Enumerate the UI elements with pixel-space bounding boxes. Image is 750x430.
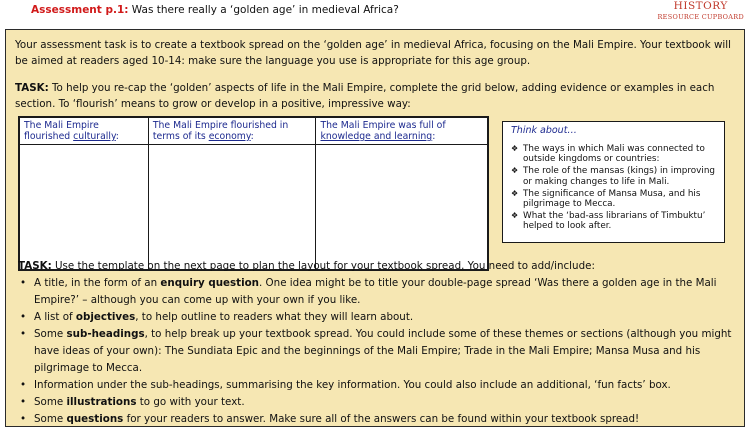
task-1-paragraph: [15, 80, 733, 112]
page-title: [31, 4, 399, 16]
bullet-icon: •: [20, 396, 27, 408]
task-2-list: [18, 275, 738, 428]
task-1-label: TASK:: [15, 82, 49, 94]
list-item: • A list of objectives, to help outline to readers what they will learn about.: [18, 309, 738, 326]
grid-cell-economy[interactable]: [148, 145, 316, 270]
intro-paragraph: Your assessment task is to create a textbook spread on the ‘golden age’ in medieval Africa, focusing on the Mali Empire. Your textbook will be aimed at readers aged 10-14: make sure the language you use is appropriate for this age group.: [15, 39, 731, 67]
task-1-text: To help you re-cap the ‘golden’ aspects of life in the Mali Empire, complete the grid below, adding evidence or examples in each section. To ‘flourish’ means to grow or develop in a positive, impressive way:: [15, 82, 715, 110]
list-item: • A title, in the form of an enquiry question. One idea might be to title your double-page spread ‘Was there a golden age in the Mali Empire?’ – although you can come up with your own if you like.: [20, 277, 717, 306]
task-2-intro: [18, 258, 738, 275]
header: [0, 0, 750, 24]
task-2-label: TASK:: [18, 260, 52, 272]
diamond-bullet-icon: ❖: [511, 211, 519, 221]
assessment-label: Assessment p.1:: [31, 4, 129, 16]
list-item: • Some sub-headings, to help break up your textbook spread. You could include some of these themes or sections (although you might have ideas of your own): The Sundiata Epic and the beginnings of the Mali Empire; Trade in the Mali Empire; Mansa Musa and his pilgrimage to Mecca.: [20, 328, 732, 374]
grid-header-culture: The Mali Empire flourished culturally:: [20, 118, 149, 145]
bullet-icon: •: [20, 413, 27, 425]
bullet-icon: •: [20, 277, 27, 289]
think-about-title: Think about…: [511, 125, 577, 136]
task-2-section: [18, 258, 738, 428]
task-2-text: Use the template on the next page to plan the layout for your textbook spread. You need to add/include:: [51, 260, 595, 272]
bullet-icon: •: [20, 328, 27, 340]
diamond-bullet-icon: ❖: [511, 144, 519, 153]
grid-cell-culture[interactable]: [20, 145, 149, 270]
history-resource-cupboard-logo: [657, 1, 744, 20]
list-item: ❖ What the ‘bad-ass librarians of Timbuktu’ helped to look after.: [511, 211, 706, 232]
list-item: ❖ The significance of Mansa Musa, and his pilgrimage to Mecca.: [511, 188, 701, 210]
think-about-list: [511, 144, 716, 232]
grid-cell-knowledge[interactable]: [316, 145, 488, 270]
grid-header-economy: The Mali Empire flourished in terms of its economy:: [148, 118, 316, 145]
recap-grid: [18, 116, 489, 271]
list-item: • Some illustrations to go with your text.: [18, 394, 738, 411]
list-item: • Information under the sub-headings, summarising the key information. You could also include an additional, ‘fun facts’ box.: [18, 377, 738, 394]
bullet-icon: •: [20, 379, 27, 391]
bullet-icon: •: [20, 311, 27, 323]
list-item: ❖ The role of the mansas (kings) in improving or making changes to life in Mali.: [511, 166, 715, 187]
list-item: • Some questions for your readers to answer. Make sure all of the answers can be found within your textbook spread!: [18, 411, 738, 428]
list-item: ❖ The ways in which Mali was connected to outside kingdoms or countries:: [511, 144, 705, 165]
assessment-panel: [5, 29, 745, 427]
logo-line-2: RESOURCE CUPBOARD: [657, 12, 744, 21]
think-about-box: [502, 121, 725, 243]
logo-line-1: HISTORY: [673, 0, 728, 12]
diamond-bullet-icon: ❖: [511, 166, 519, 176]
assessment-question: Was there really a ‘golden age’ in medieval Africa?: [128, 4, 399, 16]
diamond-bullet-icon: ❖: [511, 188, 519, 198]
grid-header-knowledge: The Mali Empire was full of knowledge and learning:: [316, 118, 488, 145]
